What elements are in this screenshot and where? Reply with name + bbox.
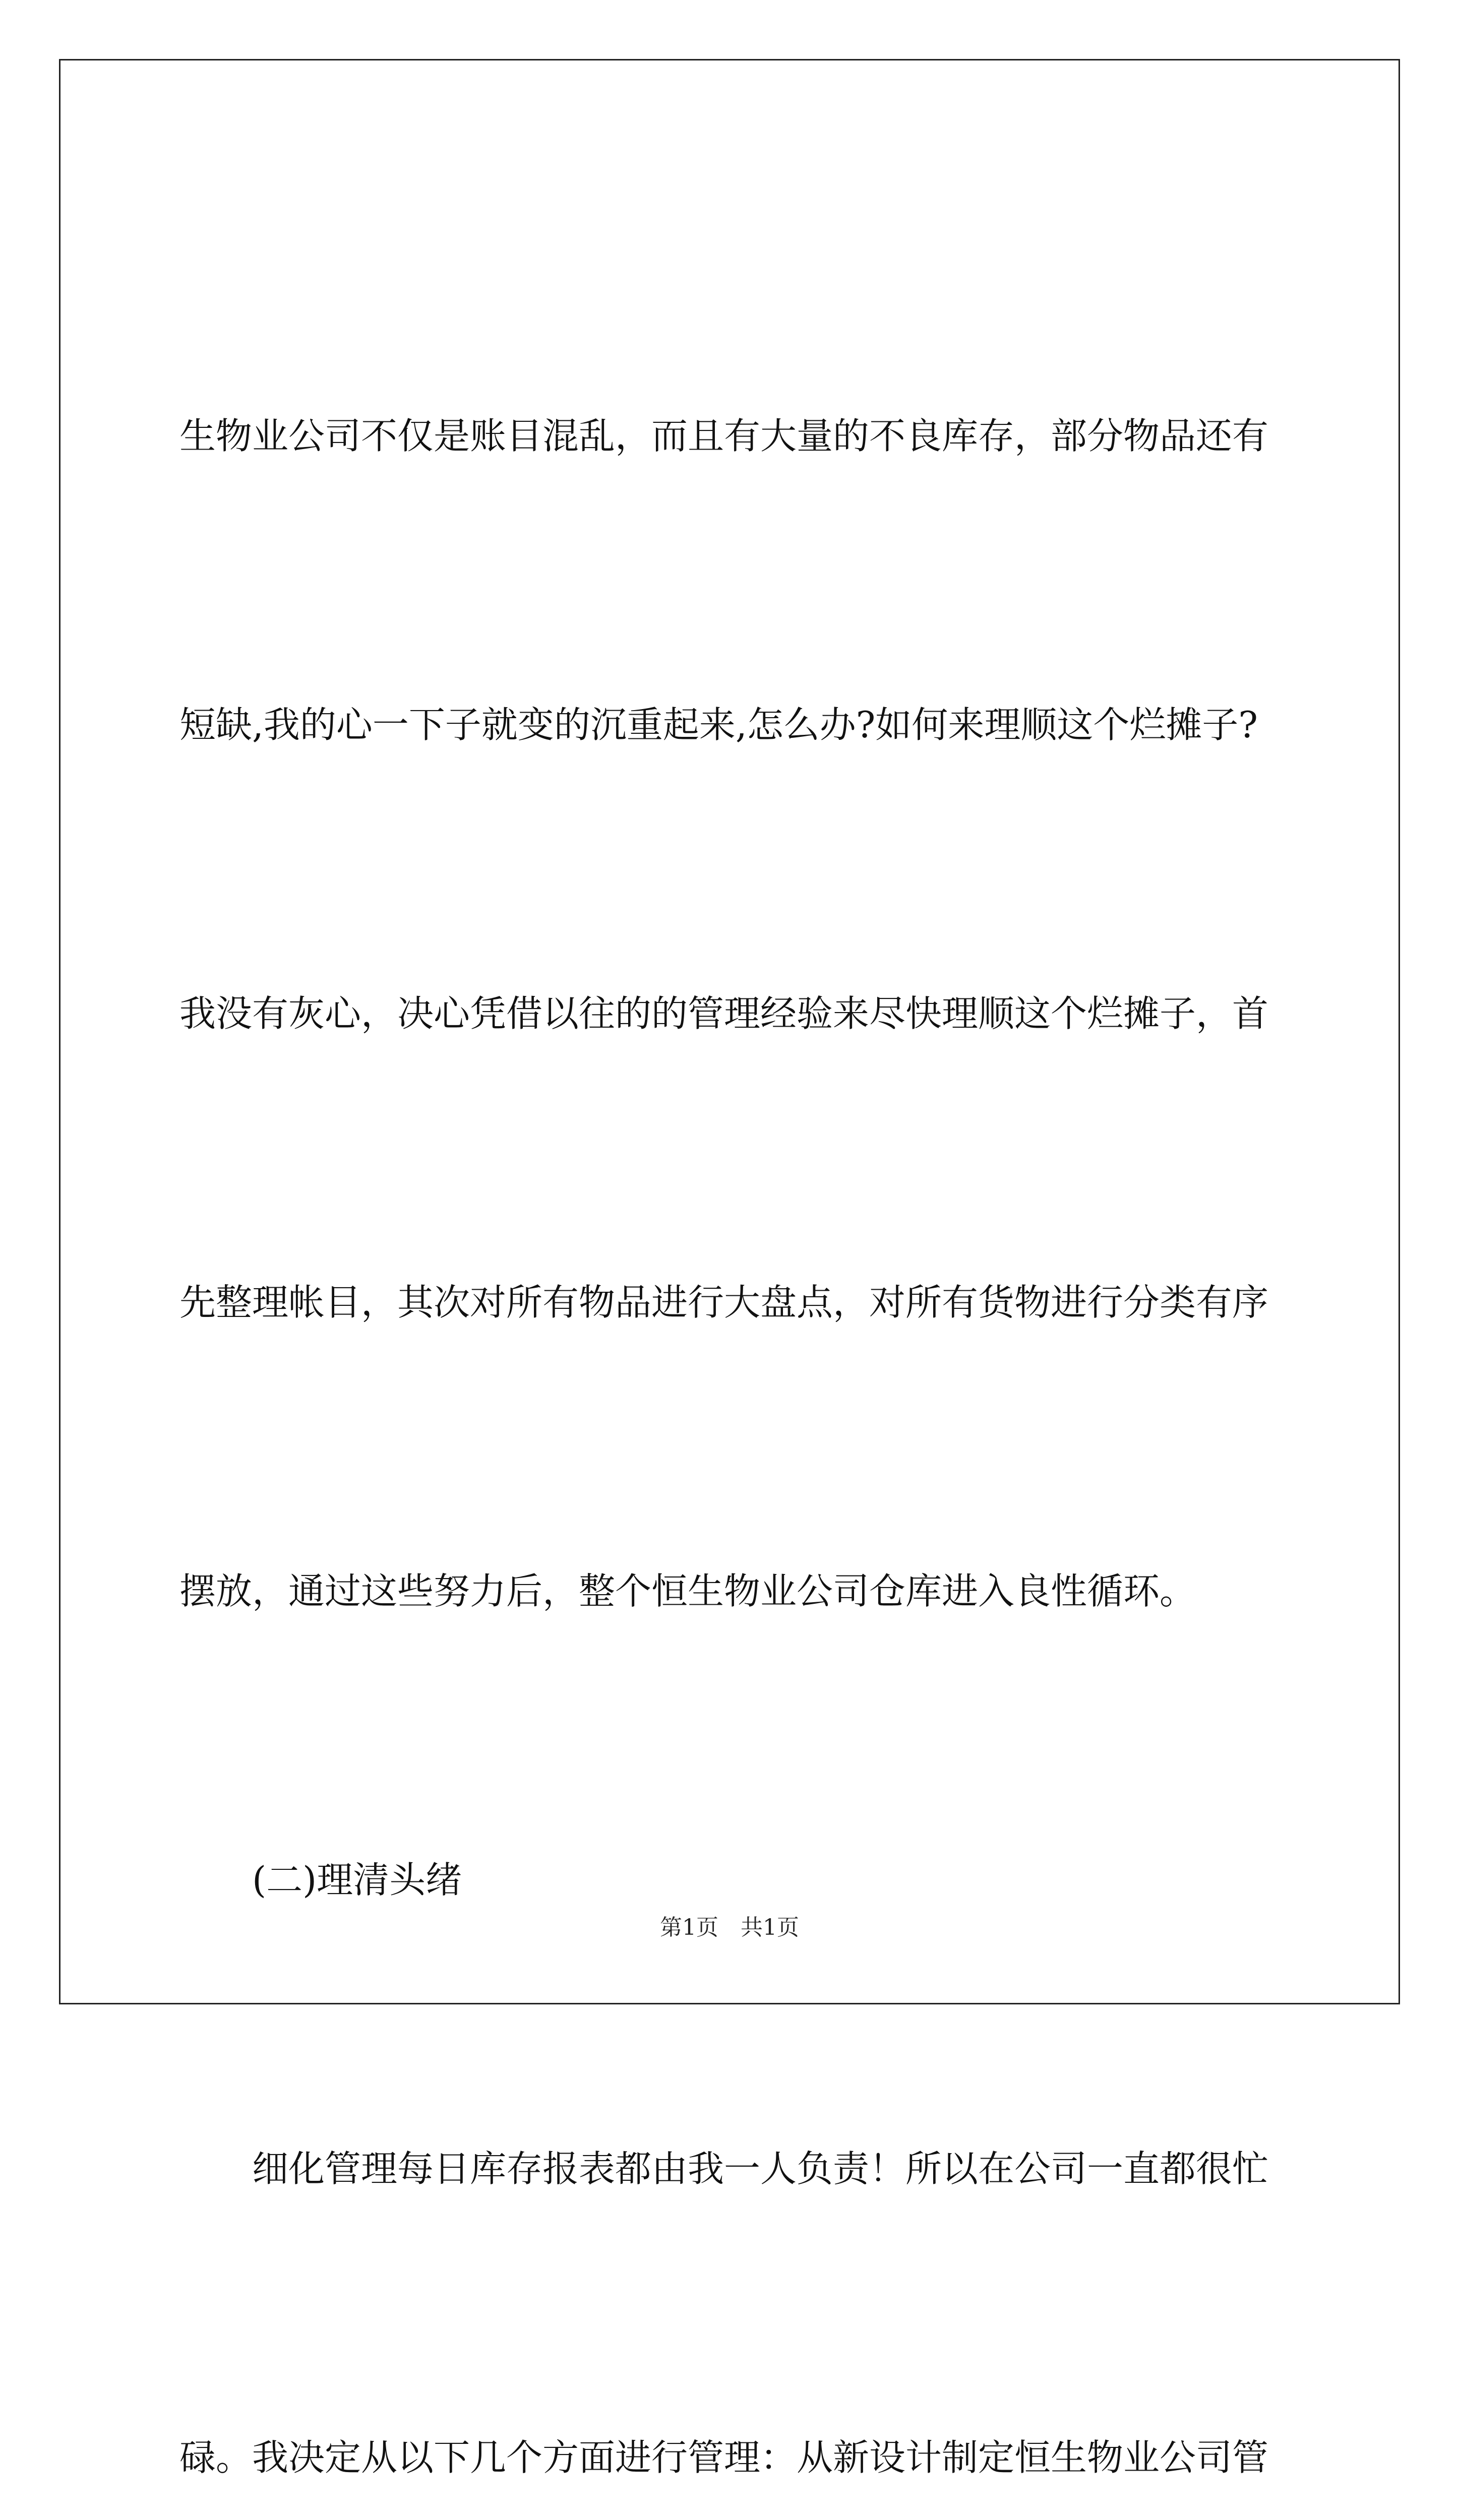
text-line: 生物业公司不仅是账目混乱，而且有大量的不良库存，部分物品还有 — [179, 415, 1269, 457]
section-heading: (二)理清头绪 — [252, 1859, 462, 1901]
text-line: 短缺,我的心一下子就变的沉重起来,怎么办?如何来理顺这个烂摊子? — [179, 704, 1258, 746]
text-line: 摆放，通过这些努力后，整个恒生物业公司仓库进入良性循环。 — [179, 1570, 1196, 1612]
text-line: 先整理帐目，其次对所有物品进行大盘点，对所有货物进行分类有序 — [179, 1281, 1269, 1324]
text-line: 我没有灰心，决心凭借以往的的管理经验来尽快理顺这个烂摊子，首 — [179, 992, 1269, 1035]
text-line: 碌。我决定从以下几个方面进行管理：从新设计制定恒生物业公司管 — [179, 2436, 1269, 2479]
text-line: 细化管理每日库存报表都由我一人负责！所以在公司一直都很忙 — [252, 2148, 1269, 2190]
document-body — [179, 196, 1309, 2520]
page-footer: 第1页 共1页 — [660, 1915, 799, 1940]
